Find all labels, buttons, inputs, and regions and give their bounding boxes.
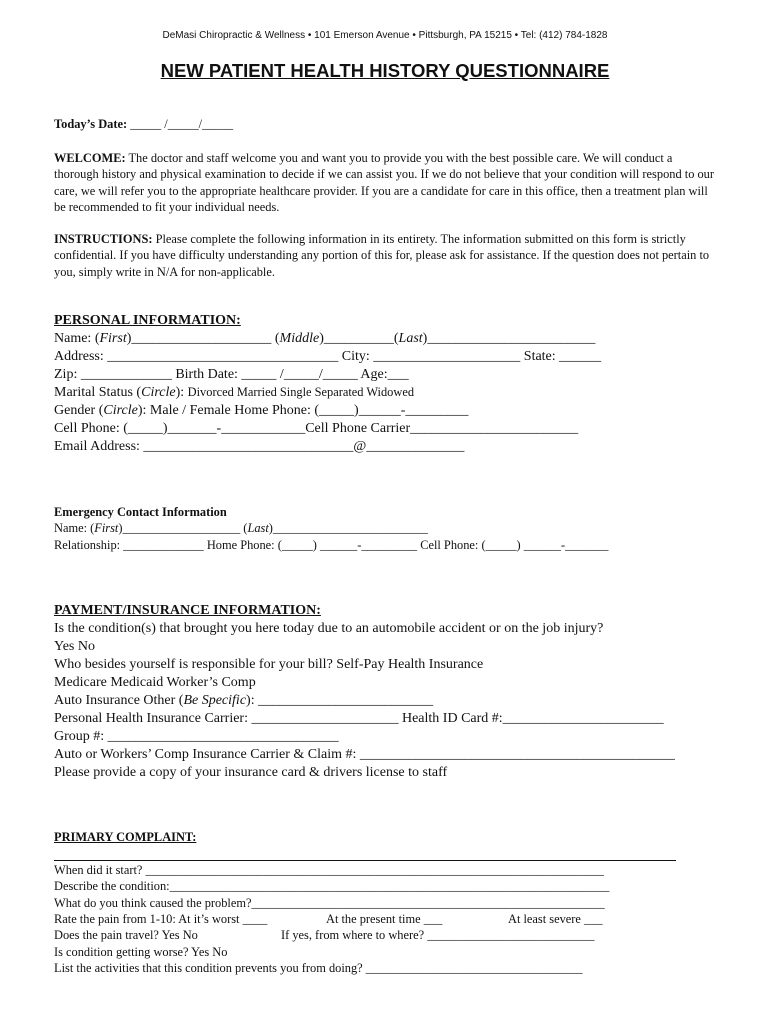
be-specific-label: Be Specific bbox=[183, 693, 247, 708]
circle-label-gender: Circle bbox=[103, 403, 138, 418]
describe-condition-field[interactable]: Describe the condition:_______________________________________________________________________ bbox=[54, 879, 610, 893]
personal-info-heading: PERSONAL INFORMATION: bbox=[54, 313, 241, 328]
welcome-text: The doctor and staff welcome you and want you to provide you with the best possible care. We will conduct a thorough history and physical examination to decide if we can assist you. If we do not believe that your condition will respond to our care, we will refer you to the appropriate healthcare provider. If you are a candidate for care in this office, then a treatment plan will be recommended to fit your individual needs. bbox=[54, 151, 715, 214]
last-name-blank[interactable]: )________________________ bbox=[422, 331, 596, 346]
insurance-carrier-field[interactable]: Personal Health Insurance Carrier: _____________________ Health ID Card #:_______________________ bbox=[54, 711, 664, 726]
payment-insurance-heading: PAYMENT/INSURANCE INFORMATION: bbox=[54, 603, 321, 618]
accident-question: Is the condition(s) that brought you here today due to an automobile accident or on the job injury? bbox=[54, 621, 604, 636]
prevented-activities-field[interactable]: List the activities that this condition prevents you from doing? ___________________________________ bbox=[54, 961, 583, 975]
emergency-name-prefix: Name: ( bbox=[54, 521, 95, 535]
last-name-label: Last bbox=[398, 331, 423, 346]
primary-complaint-heading: PRIMARY COMPLAINT: bbox=[54, 830, 197, 844]
zip-birthdate-age-field[interactable]: Zip: _____________ Birth Date: _____ /_____/_____ Age:___ bbox=[54, 367, 409, 382]
auto-workers-comp-claim-field[interactable]: Auto or Workers’ Comp Insurance Carrier & Claim #: _____________________________________________ bbox=[54, 747, 675, 762]
emergency-contact-heading: Emergency Contact Information bbox=[54, 505, 227, 519]
first-name-blank[interactable]: )____________________ ( bbox=[126, 331, 280, 346]
instructions-label: INSTRUCTIONS: bbox=[54, 232, 153, 246]
cause-field[interactable]: What do you think caused the problem?_________________________________________________________ bbox=[54, 896, 605, 910]
emergency-last-blank[interactable]: )_________________________ bbox=[268, 521, 428, 535]
welcome-paragraph bbox=[54, 150, 718, 215]
todays-date-field[interactable] bbox=[54, 117, 233, 132]
emergency-first-label: First bbox=[94, 521, 119, 535]
gender-home-phone-field[interactable] bbox=[54, 403, 468, 419]
pain-travel-options[interactable]: Does the pain travel? Yes No bbox=[54, 928, 198, 942]
accident-yes-no-options[interactable]: Yes No bbox=[54, 639, 95, 654]
welcome-label: WELCOME: bbox=[54, 151, 126, 165]
responsible-party-question[interactable]: Who besides yourself is responsible for your bill? Self-Pay Health Insurance bbox=[54, 657, 484, 672]
middle-name-blank[interactable]: )__________( bbox=[319, 331, 399, 346]
pain-travel-where-field[interactable]: If yes, from where to where? ___________________________ bbox=[281, 928, 595, 942]
middle-name-label: Middle bbox=[279, 331, 320, 346]
practice-address-header: DeMasi Chiropractic & Wellness • 101 Emerson Avenue • Pittsburgh, PA 15215 • Tel: (412) 784-1828 bbox=[162, 30, 608, 41]
instructions-text: Please complete the following information in its entirety. The information submitted on this form is strictly confidential. If you have difficulty understanding any portion of this for, please ask for assistance. If the question does not pertain to you, simply write in N/A for non-applicable. bbox=[54, 232, 710, 279]
emergency-first-blank[interactable]: )___________________ ( bbox=[118, 521, 248, 535]
complaint-blank-line[interactable] bbox=[54, 860, 676, 861]
coverage-type-options[interactable]: Medicare Medicaid Worker’s Comp bbox=[54, 675, 256, 690]
marital-colon: ): bbox=[175, 385, 188, 400]
first-name-label: First bbox=[99, 331, 127, 346]
gender-label: Gender ( bbox=[54, 403, 104, 418]
emergency-name-field[interactable] bbox=[54, 521, 428, 536]
name-prefix: Name: ( bbox=[54, 331, 100, 346]
pain-present-field[interactable]: At the present time ___ bbox=[326, 912, 443, 926]
instructions-paragraph bbox=[54, 231, 718, 280]
email-field[interactable]: Email Address: ______________________________@______________ bbox=[54, 439, 465, 454]
gender-options-home-phone[interactable]: ): Male / Female Home Phone: (_____)______-_________ bbox=[137, 403, 469, 418]
emergency-relationship-phones-field[interactable]: Relationship: _____________ Home Phone: (_____) ______-_________ Cell Phone: (_____) ______-_______ bbox=[54, 538, 609, 552]
marital-options[interactable]: Divorced Married Single Separated Widowed bbox=[187, 385, 415, 399]
marital-status-field[interactable] bbox=[54, 385, 414, 401]
form-title: NEW PATIENT HEALTH HISTORY QUESTIONNAIRE bbox=[160, 60, 610, 81]
address-field[interactable]: Address: _________________________________ City: _____________________ State: ______ bbox=[54, 349, 602, 364]
auto-other-insurance-field[interactable] bbox=[54, 693, 433, 709]
todays-date-blank[interactable]: _____ /_____/_____ bbox=[127, 117, 234, 131]
condition-worse-options[interactable]: Is condition getting worse? Yes No bbox=[54, 945, 228, 959]
circle-label: Circle bbox=[141, 385, 176, 400]
group-number-field[interactable]: Group #: _________________________________ bbox=[54, 729, 339, 744]
other-specify-blank[interactable]: ): _________________________ bbox=[246, 693, 434, 708]
auto-other-options[interactable]: Auto Insurance Other ( bbox=[54, 693, 184, 708]
cell-phone-field[interactable]: Cell Phone: (_____)_______-____________Cell Phone Carrier________________________ bbox=[54, 421, 579, 436]
todays-date-label: Today’s Date: bbox=[54, 117, 128, 131]
emergency-last-label: Last bbox=[247, 521, 269, 535]
marital-label: Marital Status ( bbox=[54, 385, 142, 400]
pain-worst-field[interactable]: Rate the pain from 1-10: At it’s worst ____ bbox=[54, 912, 268, 926]
patient-name-field[interactable] bbox=[54, 331, 595, 347]
onset-field[interactable]: When did it start? __________________________________________________________________________ bbox=[54, 863, 604, 877]
insurance-copy-note: Please provide a copy of your insurance card & drivers license to staff bbox=[54, 765, 448, 780]
pain-least-field[interactable]: At least severe ___ bbox=[508, 912, 603, 926]
